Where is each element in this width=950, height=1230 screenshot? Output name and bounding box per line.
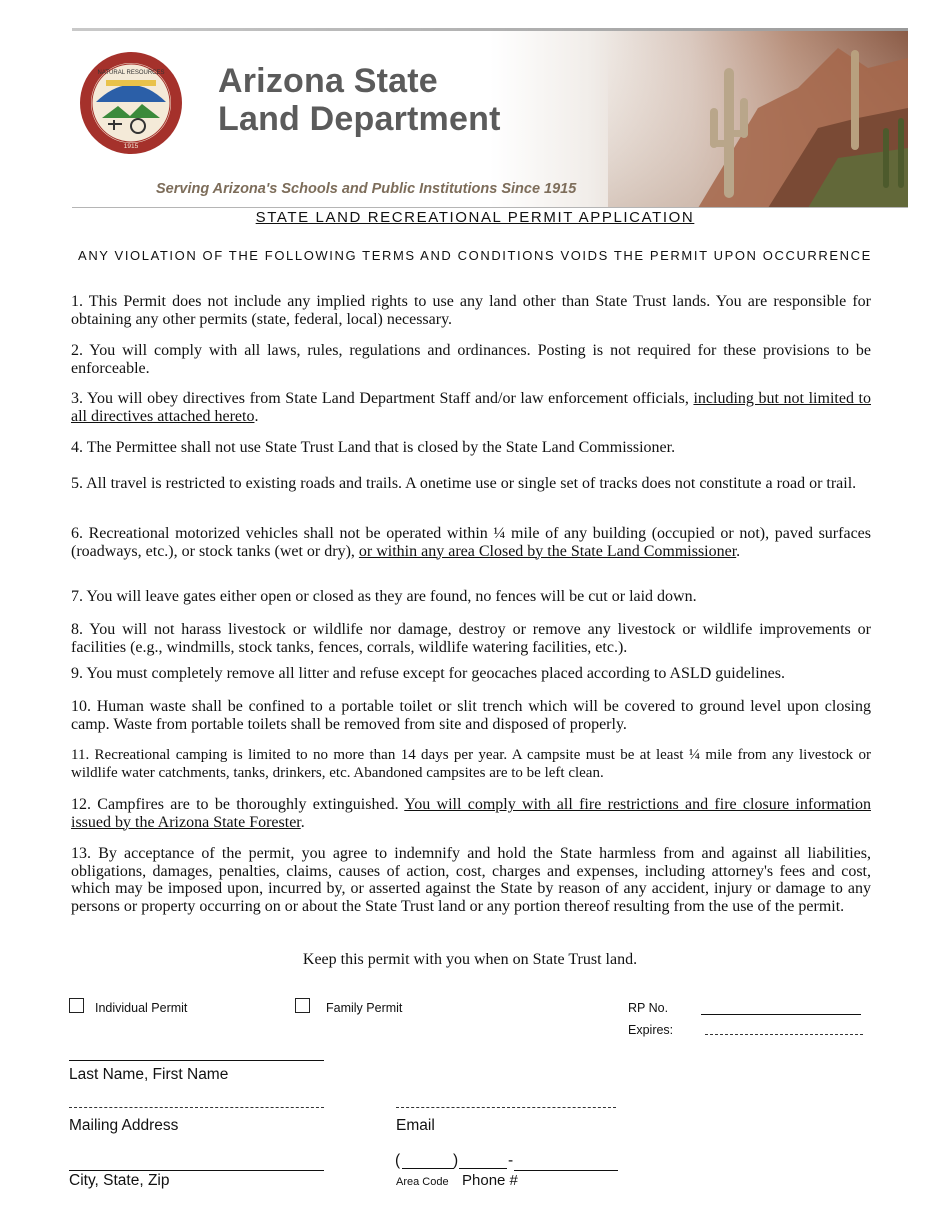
term-4: 4. The Permittee shall not use State Trust Land that is closed by the State Land Commissioner. bbox=[71, 439, 676, 456]
banner-top-rule bbox=[72, 28, 908, 31]
seal-year: 1915 bbox=[123, 143, 139, 150]
name-field[interactable] bbox=[69, 1060, 324, 1061]
agency-tagline: Serving Arizona's Schools and Public Institutions Since 1915 bbox=[156, 181, 577, 197]
term-3: 3. You will obey directives from State Land Department Staff and/or law enforcement officials, including but not limited to all directives attached hereto. bbox=[71, 390, 871, 425]
name-label: Last Name, First Name bbox=[69, 1066, 229, 1083]
phone-label: Phone # bbox=[462, 1172, 518, 1189]
rp-no-label: RP No. bbox=[628, 1001, 669, 1015]
term-10: 10. Human waste shall be confined to a portable toilet or slit trench which will be covered to ground level upon closing camp. Waste from portable toilets shall be removed from site and disposed of properly. bbox=[71, 698, 871, 733]
term-2: 2. You will comply with all laws, rules, regulations and ordinances. Posting is not required for these provisions to be enforceable. bbox=[71, 342, 871, 377]
term-12: 12. Campfires are to be thoroughly extinguished. You will comply with all fire restrictions and fire closure information issued by the Arizona State Forester. bbox=[71, 796, 871, 831]
phone-line-field[interactable] bbox=[514, 1170, 618, 1171]
agency-line-2: Land Department bbox=[218, 100, 501, 138]
term-11: 11. Recreational camping is limited to no more than 14 days per year. A campsite must be at least ¼ mile from any livestock or wildlife water catchments, tanks, drinkers, etc. Abandoned campsites are to be left clean. bbox=[71, 747, 871, 781]
term-13: 13. By acceptance of the permit, you agree to indemnify and hold the State harmless from and against all liabilities, obligations, damages, penalties, claims, causes of action, cost, charges and expenses, including attorney's fees and cost, which may be imposed upon, incurred by, or asserted against the State by reason of any accident, injury or damage to any persons or property occurring on or about the State Trust land or any portion thereof resulting from the use of the permit. bbox=[71, 845, 871, 915]
individual-permit-label: Individual Permit bbox=[95, 1001, 188, 1015]
family-permit-checkbox[interactable] bbox=[295, 998, 310, 1013]
email-label: Email bbox=[396, 1117, 435, 1134]
mailing-address-label: Mailing Address bbox=[69, 1117, 179, 1134]
phone-prefix-field[interactable] bbox=[459, 1168, 507, 1169]
agency-name bbox=[218, 62, 501, 138]
term-1: 1. This Permit does not include any implied rights to use any land other than State Trust lands. You are responsible for obtaining any other permits (state, federal, local) necessary. bbox=[71, 293, 871, 328]
term-8: 8. You will not harass livestock or wildlife nor damage, destroy or remove any livestock or wildlife improvements or facilities (e.g., windmills, stock tanks, fences, corrals, wildlife watering facilities, etc.). bbox=[71, 621, 871, 656]
state-land-seal-icon bbox=[78, 50, 184, 156]
banner-bottom-rule bbox=[72, 207, 908, 208]
mailing-address-field[interactable] bbox=[69, 1107, 324, 1108]
desert-saguaro-photo bbox=[608, 28, 908, 208]
keep-permit-notice: Keep this permit with you when on State Trust land. bbox=[302, 951, 638, 968]
phone-open-paren: ( bbox=[395, 1152, 401, 1169]
email-field[interactable] bbox=[396, 1107, 616, 1108]
expires-label: Expires: bbox=[628, 1023, 674, 1037]
agency-line-1: Arizona State bbox=[218, 62, 438, 100]
area-code-label: Area Code bbox=[396, 1176, 449, 1188]
family-permit-label: Family Permit bbox=[326, 1001, 403, 1015]
seal-text: NATURAL RESOURCES bbox=[97, 70, 165, 76]
term-9: 9. You must completely remove all litter and refuse except for geocaches placed according to ASLD guidelines. bbox=[71, 665, 786, 682]
city-state-zip-field[interactable] bbox=[69, 1170, 324, 1171]
city-state-zip-label: City, State, Zip bbox=[69, 1172, 170, 1189]
rp-no-field[interactable] bbox=[701, 1014, 861, 1015]
individual-permit-checkbox[interactable] bbox=[69, 998, 84, 1013]
form-title: STATE LAND RECREATIONAL PERMIT APPLICATION bbox=[255, 209, 695, 226]
header-banner bbox=[72, 28, 908, 208]
term-6: 6. Recreational motorized vehicles shall not be operated within ¼ mile of any building (occupied or not), paved surfaces (roadways, etc.), or stock tanks (wet or dry), or within any area Closed by the State Land Commissioner. bbox=[71, 525, 871, 560]
phone-dash: - bbox=[508, 1152, 514, 1169]
violation-notice: ANY VIOLATION OF THE FOLLOWING TERMS AND CONDITIONS VOIDS THE PERMIT UPON OCCURRENCE bbox=[78, 248, 872, 263]
expires-field[interactable] bbox=[705, 1034, 863, 1035]
area-code-field[interactable] bbox=[402, 1168, 454, 1169]
term-7: 7. You will leave gates either open or closed as they are found, no fences will be cut or laid down. bbox=[71, 588, 697, 605]
phone-close-paren: ) bbox=[453, 1152, 459, 1169]
term-5: 5. All travel is restricted to existing roads and trails. A onetime use or single set of tracks does not constitute a road or trail. bbox=[71, 475, 857, 492]
